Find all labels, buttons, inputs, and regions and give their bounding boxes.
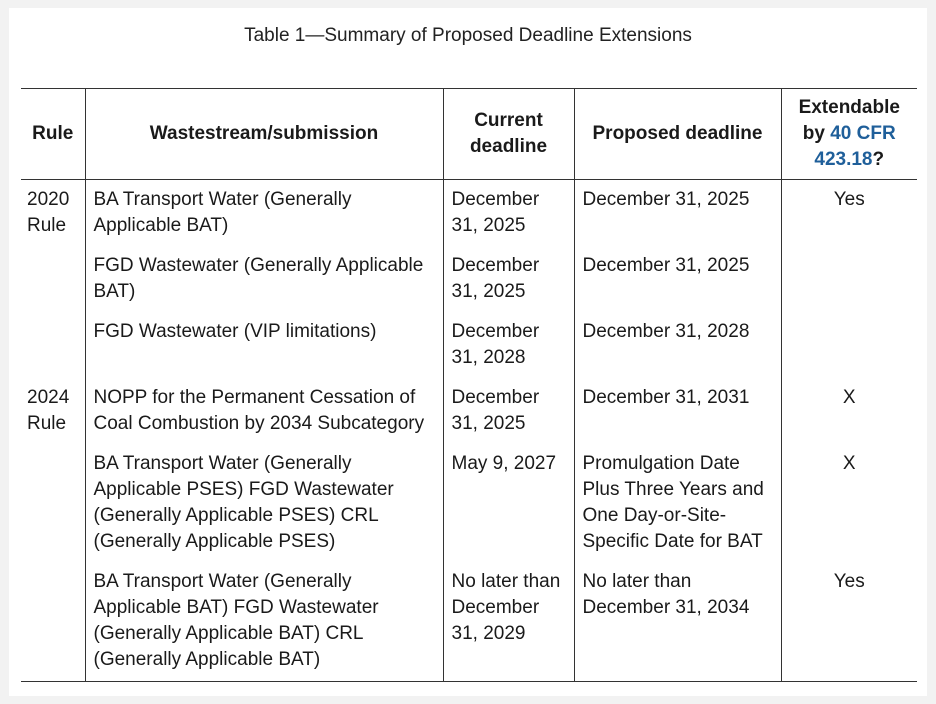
cell-current-deadline: May 9, 2027 [443,451,574,569]
cell-extendable: Yes [781,180,917,254]
cell-proposed-deadline: December 31, 2025 [574,253,781,319]
cell-extendable [781,319,917,385]
table-row [21,385,917,451]
cell-extendable: X [781,451,917,569]
cell-wastestream: BA Transport Water (Generally Applicable BAT) FGD Wastewater (Generally Applicable BAT) CRL (Generally Applicable BAT) [85,569,443,682]
cell-current-deadline: December 31, 2025 [443,253,574,319]
cell-wastestream: BA Transport Water (Generally Applicable PSES) FGD Wastewater (Generally Applicable PSES) CRL (Generally Applicable PSES) [85,451,443,569]
cell-extendable: X [781,385,917,451]
header-current-line2: deadline [469,136,548,157]
table-row [21,319,917,385]
cell-extendable: Yes [781,569,917,682]
cell-wastestream: NOPP for the Permanent Cessation of Coal Combustion by 2034 Subcategory [85,385,443,451]
header-extendable [781,89,917,180]
header-rule: Rule [21,89,85,180]
header-current-line1: Current [474,110,543,131]
cell-proposed-deadline: December 31, 2025 [574,180,781,254]
header-wastestream: Wastestream/submission [85,89,443,180]
cell-rule [21,569,85,682]
header-ext-line1: Extendable [798,97,900,118]
cell-current-deadline: December 31, 2028 [443,319,574,385]
cell-proposed-deadline: No later than December 31, 2034 [574,569,781,682]
cfr-link-part2[interactable]: 423.18 [814,149,873,170]
cell-proposed-deadline: December 31, 2028 [574,319,781,385]
cell-wastestream: FGD Wastewater (Generally Applicable BAT) [85,253,443,319]
cfr-link[interactable]: 40 CFR [830,123,896,144]
table-row [21,253,917,319]
cell-rule [21,451,85,569]
cell-rule: 2024 Rule [27,387,70,434]
cell-wastestream: FGD Wastewater (VIP limitations) [85,319,443,385]
table-caption: Table 1—Summary of Proposed Deadline Extensions [244,25,692,46]
cell-current-deadline: December 31, 2025 [443,180,574,254]
deadline-extensions-table [21,88,917,682]
cell-current-deadline: No later than December 31, 2029 [443,569,574,682]
cell-rule: 2020 Rule [27,189,70,236]
cell-rule [21,319,85,385]
cell-current-deadline: December 31, 2025 [443,385,574,451]
header-current-deadline [443,89,574,180]
header-ext-question: ? [872,149,885,170]
table-row [21,180,917,254]
cell-proposed-deadline: Promulgation Date Plus Three Years and One Day-or-Site-Specific Date for BAT [574,451,781,569]
header-ext-by: by [802,123,831,144]
table-row [21,451,917,569]
cell-extendable [781,253,917,319]
document-page [9,8,927,696]
table-row [21,569,917,682]
cell-proposed-deadline: December 31, 2031 [574,385,781,451]
cell-wastestream: BA Transport Water (Generally Applicable BAT) [85,180,443,254]
cell-rule [21,253,85,319]
header-proposed-deadline: Proposed deadline [574,89,781,180]
table-header-row [21,89,917,180]
